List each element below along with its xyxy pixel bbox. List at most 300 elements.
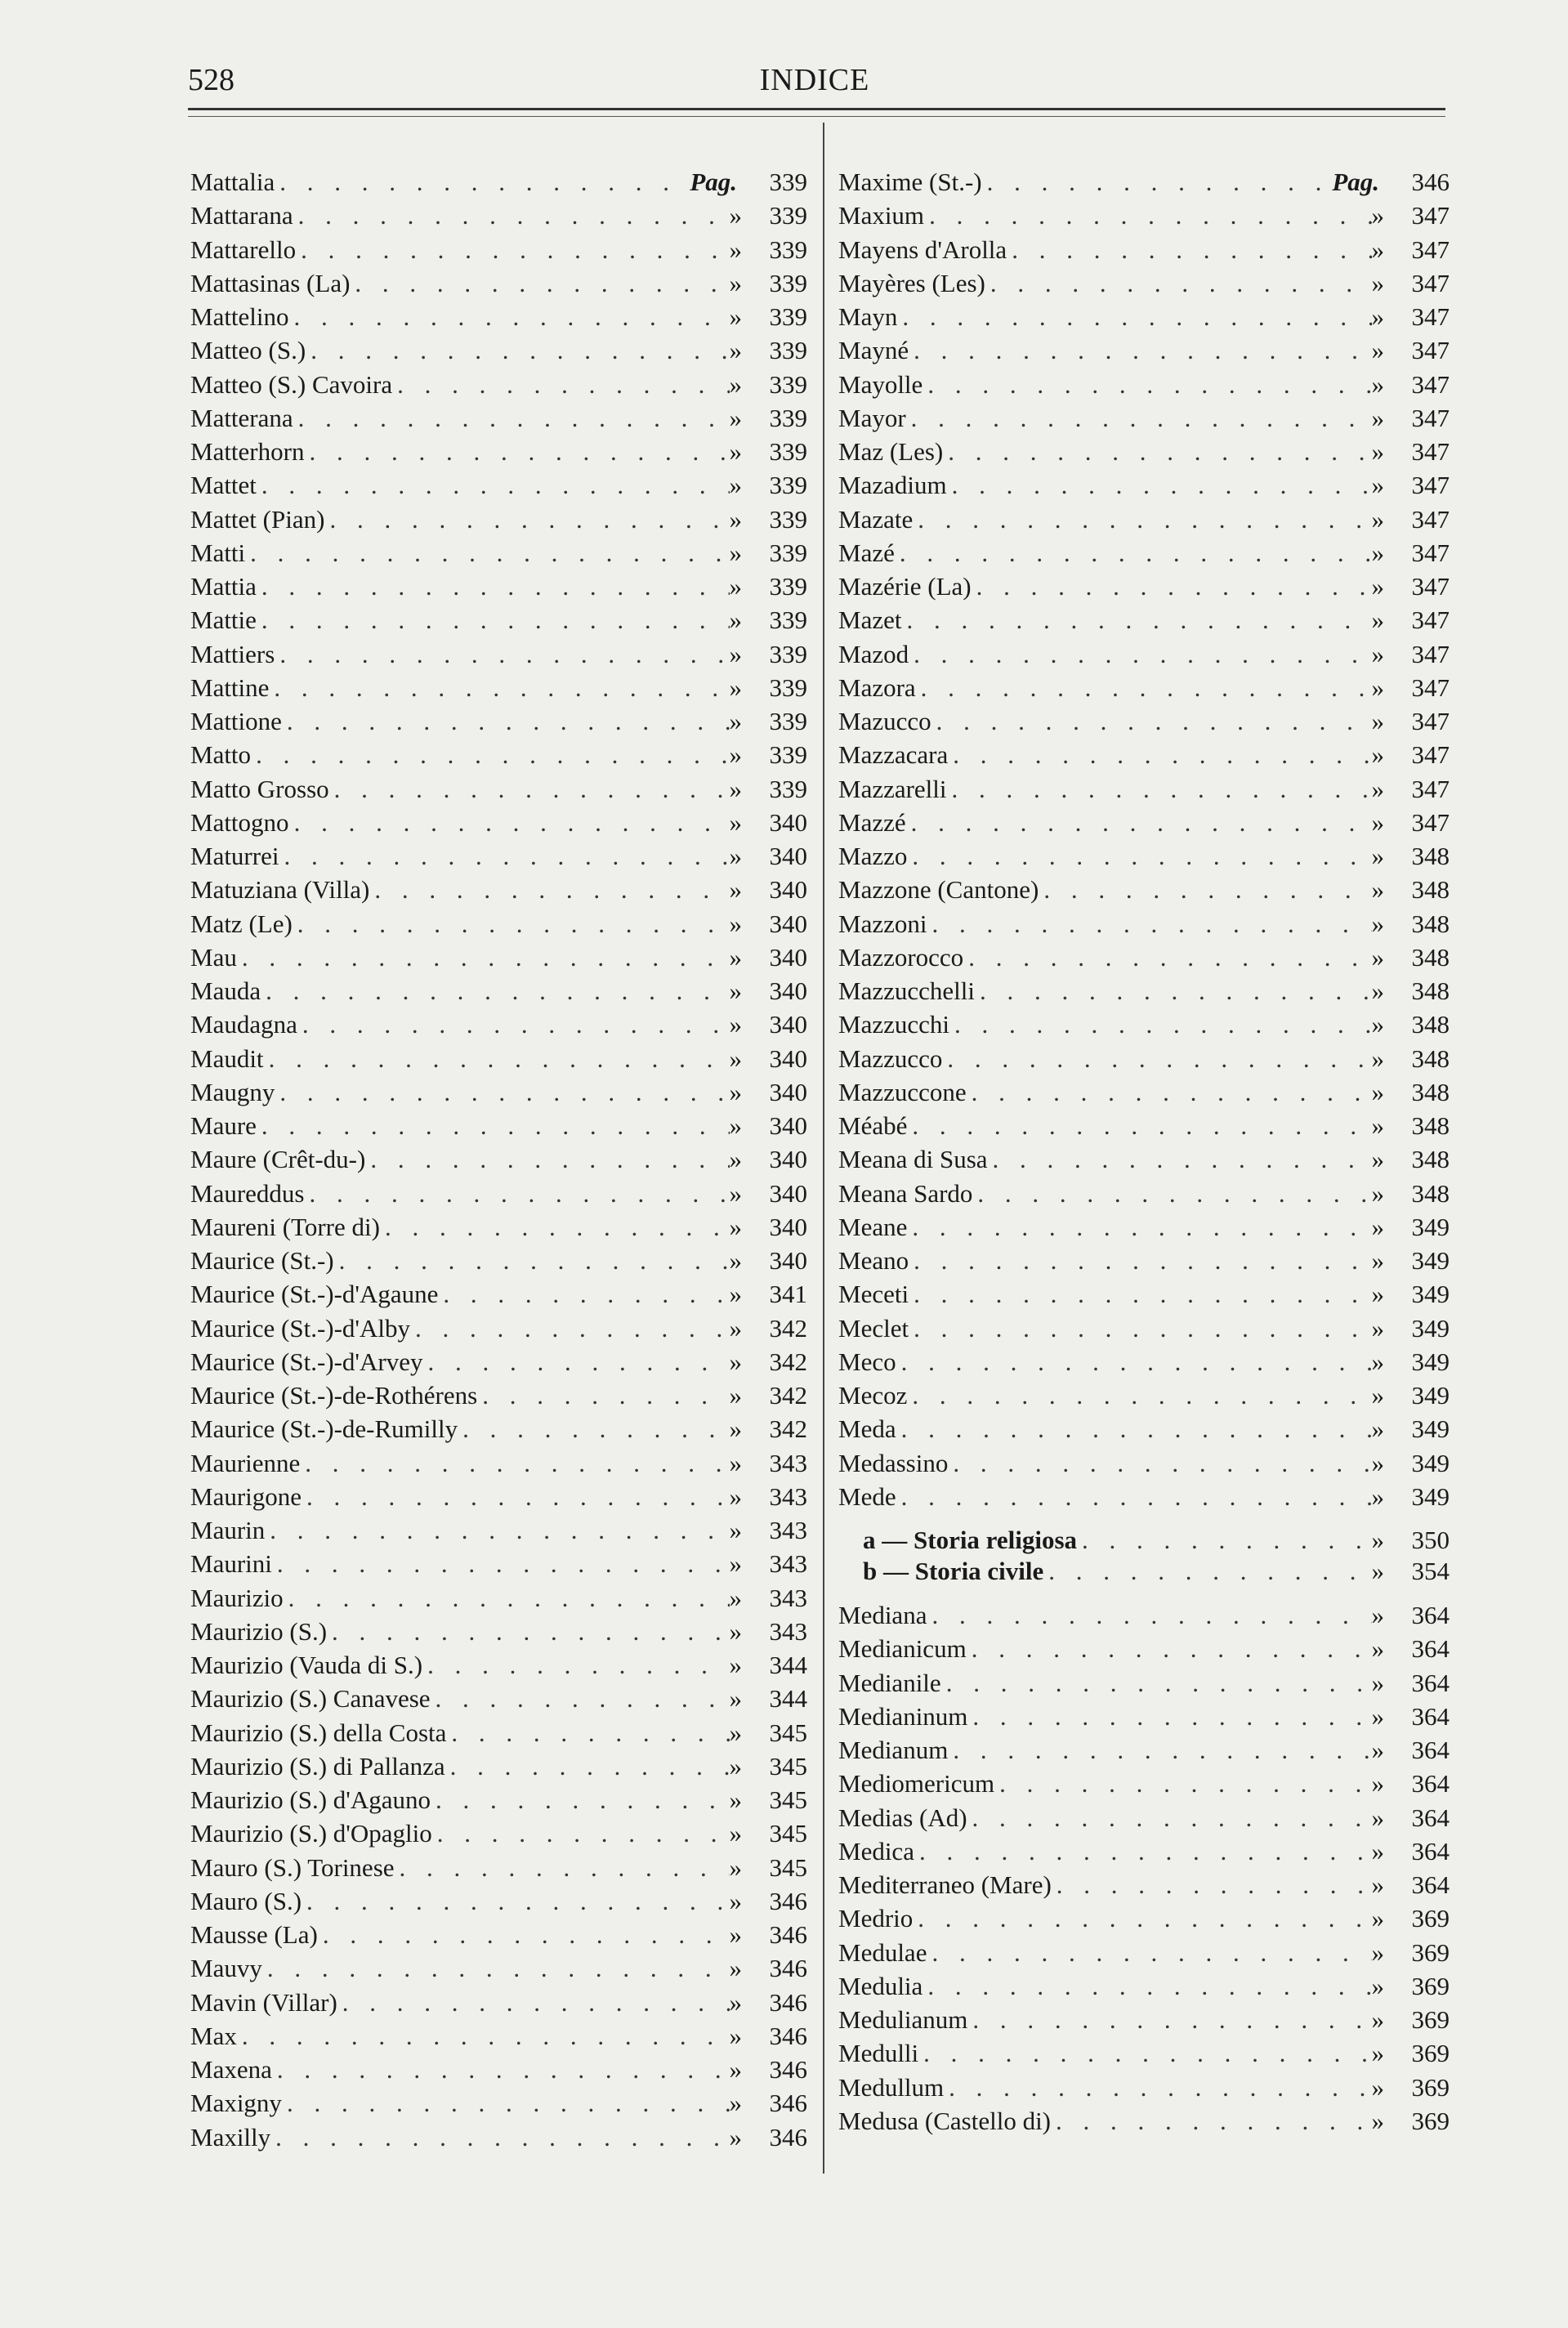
entry-name: Maurizio (Vauda di S.) — [190, 1651, 423, 1679]
dot-leader — [369, 873, 729, 906]
dot-leader — [895, 536, 1372, 570]
index-entry — [838, 941, 1450, 974]
index-entry — [838, 536, 1450, 570]
entry-name: Medulae — [838, 1937, 927, 1967]
dot-leader — [975, 974, 1372, 1008]
ditto-mark: » — [729, 1347, 742, 1376]
dot-leader — [380, 1210, 730, 1244]
index-entry — [190, 1648, 807, 1682]
entry-page: 364 — [1411, 1836, 1450, 1866]
entry-name: Maurigone — [190, 1481, 302, 1511]
index-entry — [190, 1615, 807, 1648]
ditto-mark: » — [729, 1246, 742, 1275]
entry-page: 347 — [1411, 471, 1450, 500]
ditto-mark: » — [1371, 1381, 1384, 1410]
ditto-mark: » — [729, 1785, 742, 1814]
entry-page: 339 — [769, 605, 807, 635]
ditto-mark: » — [729, 369, 742, 399]
index-entry — [190, 1311, 807, 1345]
entry-name: Mattie — [190, 605, 257, 635]
entry-name: Méabé — [838, 1111, 908, 1140]
entry-name: Medias (Ad) — [838, 1803, 967, 1832]
entry-name: Meceti — [838, 1280, 909, 1309]
dot-leader — [275, 165, 690, 199]
ditto-mark: » — [729, 774, 742, 803]
entry-page: 347 — [1411, 403, 1450, 432]
ditto-mark: » — [1371, 842, 1384, 870]
entry-page: 347 — [1411, 807, 1450, 837]
entry-page: 340 — [769, 1111, 807, 1140]
entry-page: 340 — [769, 909, 807, 938]
entry-name: Mattarana — [190, 201, 293, 230]
entry-page: 346 — [769, 2021, 807, 2050]
entry-name: Matterana — [190, 403, 293, 432]
dot-leader — [948, 1733, 1371, 1767]
index-entry — [190, 671, 807, 704]
entry-page: 347 — [1411, 235, 1450, 264]
index-column-right — [838, 165, 1450, 2138]
index-entry — [190, 1277, 807, 1311]
index-entry — [190, 435, 807, 468]
entry-page: 349 — [1411, 1414, 1450, 1444]
entry-page: 339 — [769, 268, 807, 297]
dot-leader — [963, 941, 1371, 974]
index-entry — [838, 300, 1450, 333]
index-entry — [190, 1581, 807, 1615]
entry-name: Matuziana (Villa) — [190, 875, 370, 905]
entry-name: Mattelino — [190, 302, 289, 331]
ditto-mark: » — [1371, 504, 1384, 534]
entry-page: 348 — [1411, 942, 1450, 972]
entry-page: 339 — [769, 740, 807, 770]
dot-leader — [901, 603, 1371, 637]
entry-page: 347 — [1411, 268, 1450, 297]
dot-leader — [941, 1666, 1372, 1700]
entry-name: Maurini — [190, 1549, 272, 1579]
entry-page: 339 — [769, 471, 807, 500]
index-entry — [838, 974, 1450, 1008]
dot-leader — [982, 165, 1333, 199]
index-entry — [190, 1109, 807, 1142]
ditto-mark: » — [1371, 336, 1384, 365]
entry-name: Mattalia — [190, 168, 275, 196]
running-title: INDICE — [759, 63, 870, 97]
ditto-mark: » — [729, 1313, 742, 1343]
entry-page: 346 — [769, 1954, 807, 1983]
index-entry — [190, 1547, 807, 1580]
dot-leader — [924, 199, 1371, 232]
entry-name: Maxigny — [190, 2089, 282, 2118]
dot-leader — [302, 1884, 729, 1918]
index-entry — [190, 2053, 807, 2086]
ditto-mark: » — [1371, 302, 1384, 331]
index-entry — [190, 704, 807, 738]
dot-leader — [270, 2120, 729, 2154]
entry-name: Mauro (S.) Torinese — [190, 1852, 395, 1882]
entry-name: Mazé — [838, 538, 895, 567]
entry-name: Matterhorn — [190, 437, 305, 466]
index-entry — [190, 199, 807, 232]
index-entry — [190, 1008, 807, 1041]
ditto-mark: » — [729, 1448, 742, 1477]
ditto-mark: » — [729, 909, 742, 938]
entry-page: 339 — [769, 403, 807, 432]
ditto-mark: » — [1371, 2005, 1384, 2034]
ditto-mark: » — [1371, 437, 1384, 466]
dot-leader — [446, 1716, 729, 1749]
entry-name: Mazzucchi — [838, 1010, 949, 1039]
entry-page: 348 — [1411, 842, 1450, 870]
index-entry — [190, 1142, 807, 1176]
ditto-mark: » — [1371, 471, 1384, 500]
index-entry — [190, 570, 807, 603]
dot-leader — [297, 1008, 730, 1041]
entry-page: 369 — [1411, 2106, 1450, 2135]
dot-leader — [907, 1210, 1371, 1244]
entry-name: Medusa (Castello di) — [838, 2106, 1052, 2135]
index-entry — [838, 503, 1450, 536]
index-entry — [190, 637, 807, 671]
index-entry — [838, 2104, 1450, 2138]
index-entry — [838, 1345, 1450, 1378]
entry-name: Mauro (S.) — [190, 1886, 302, 1915]
ditto-mark: » — [1371, 1347, 1384, 1376]
entry-name: Maxena — [190, 2055, 272, 2084]
entry-name: Mazzucchelli — [838, 976, 975, 1005]
entry-name: Maureni (Torre di) — [190, 1212, 380, 1241]
ditto-mark: » — [1371, 1557, 1384, 1585]
entry-name: Mavin (Villar) — [190, 1987, 337, 2017]
entry-page: 347 — [1411, 504, 1450, 534]
entry-name: Maudagna — [190, 1010, 297, 1039]
column-divider — [823, 123, 824, 2174]
ditto-mark: » — [1371, 1769, 1384, 1799]
entry-name: Medulia — [838, 1971, 923, 2000]
ditto-mark: » — [729, 1583, 742, 1612]
entry-page: 349 — [1411, 1280, 1450, 1309]
entry-name: Mazzacara — [838, 740, 949, 770]
dot-leader — [909, 1244, 1371, 1277]
index-entry — [190, 1480, 807, 1513]
index-entry — [190, 1951, 807, 1985]
entry-name: b — Storia civile — [863, 1557, 1044, 1585]
dot-leader — [944, 2071, 1371, 2104]
entry-page: 348 — [1411, 1178, 1450, 1208]
entry-page: 364 — [1411, 1601, 1450, 1629]
index-entry — [190, 1986, 807, 2019]
index-entry — [190, 266, 807, 300]
entry-page: 340 — [769, 1145, 807, 1174]
entry-page: 340 — [769, 842, 807, 870]
index-column-left — [190, 165, 807, 2154]
dot-leader — [948, 1446, 1371, 1480]
entry-name: Meda — [838, 1414, 896, 1444]
entry-page: 340 — [769, 807, 807, 837]
ditto-mark: » — [1371, 1111, 1384, 1140]
index-entry — [190, 1446, 807, 1480]
index-entry — [838, 839, 1450, 873]
dot-leader — [1051, 2104, 1371, 2138]
index-entry — [190, 1851, 807, 1884]
index-entry — [190, 1345, 807, 1378]
entry-page: 345 — [769, 1819, 807, 1848]
index-entry — [838, 1480, 1450, 1513]
entry-name: Maurizio (S.) di Pallanza — [190, 1751, 445, 1781]
dot-leader — [275, 1075, 729, 1109]
dot-leader — [943, 435, 1371, 468]
entry-name: Mattine — [190, 672, 270, 702]
entry-name: Mattet (Pian) — [190, 504, 325, 534]
index-entry — [838, 199, 1450, 232]
index-entry — [838, 401, 1450, 435]
index-entry — [838, 772, 1450, 806]
entry-name: Mediomericum — [838, 1769, 995, 1799]
entry-name: Mayolle — [838, 369, 923, 399]
ditto-mark: » — [729, 1987, 742, 2017]
entry-name: Mazérie (La) — [838, 572, 972, 601]
entry-page: 343 — [769, 1583, 807, 1612]
ditto-mark: » — [729, 639, 742, 668]
entry-name: Meco — [838, 1347, 896, 1376]
header-rule — [188, 108, 1445, 110]
entry-page: 344 — [769, 1651, 807, 1679]
dot-leader — [265, 1513, 729, 1547]
ditto-mark: » — [729, 1651, 742, 1679]
index-entry — [190, 468, 807, 502]
dot-leader — [949, 1008, 1372, 1041]
index-entry — [838, 1008, 1450, 1041]
entry-name: Meano — [838, 1246, 909, 1275]
entry-name: Mattasinas (La) — [190, 268, 351, 297]
entry-name: Maurice (St.-)-d'Agaune — [190, 1280, 439, 1309]
entry-page: 340 — [769, 875, 807, 905]
dot-leader — [257, 570, 730, 603]
entry-name: Maure — [190, 1111, 257, 1140]
entry-page: 369 — [1411, 2039, 1450, 2068]
entry-name: Mazucco — [838, 707, 931, 735]
index-entry — [838, 233, 1450, 266]
index-entry — [190, 1918, 807, 1951]
ditto-mark: » — [1371, 1077, 1384, 1106]
entry-page: 369 — [1411, 2072, 1450, 2102]
index-entry — [190, 368, 807, 401]
index-entry — [838, 738, 1450, 771]
dot-leader — [967, 2003, 1371, 2036]
dot-leader — [947, 468, 1372, 502]
entry-name: Maurizio (S.) Canavese — [190, 1684, 431, 1714]
index-entry — [838, 1969, 1450, 2003]
dot-leader — [967, 1801, 1372, 1834]
entry-page: 364 — [1411, 1668, 1450, 1697]
dot-leader — [245, 536, 729, 570]
index-entry — [190, 1682, 807, 1715]
index-entry — [190, 536, 807, 570]
index-entry — [838, 704, 1450, 738]
index-entry — [838, 671, 1450, 704]
entry-name: Mazzarelli — [838, 774, 947, 803]
entry-page: 339 — [769, 707, 807, 735]
entry-name: Maurice (St.-)-d'Alby — [190, 1313, 411, 1343]
entry-page: 344 — [769, 1684, 807, 1714]
ditto-mark: » — [729, 605, 742, 635]
index-entry — [838, 1446, 1450, 1480]
ditto-mark: » — [1371, 1601, 1384, 1629]
ditto-mark: » — [1371, 572, 1384, 601]
ditto-mark: » — [1371, 1937, 1384, 1967]
entry-page: 340 — [769, 1246, 807, 1275]
index-entry — [190, 300, 807, 333]
entry-name: Mazod — [838, 639, 909, 668]
dot-leader — [334, 1244, 730, 1277]
index-entry — [838, 907, 1450, 941]
ditto-mark: » — [729, 740, 742, 770]
index-entry — [190, 333, 807, 367]
entry-name: Mazet — [838, 605, 902, 635]
index-group-bottom — [838, 1598, 1450, 2138]
entry-page: 369 — [1411, 2005, 1450, 2034]
entry-name: Mazzé — [838, 807, 906, 837]
dot-leader — [897, 300, 1371, 333]
index-entry — [838, 333, 1450, 367]
header-rule-thin — [188, 116, 1445, 117]
entry-page: 349 — [1411, 1347, 1450, 1376]
entry-name: Maugny — [190, 1077, 275, 1106]
entry-page: 346 — [769, 2122, 807, 2152]
ditto-mark: » — [1371, 1280, 1384, 1309]
index-entry — [838, 1075, 1450, 1109]
entry-name: Mattarello — [190, 235, 297, 264]
dot-leader — [972, 570, 1372, 603]
index-group-top — [838, 165, 1450, 1513]
ditto-mark: » — [729, 201, 742, 230]
index-entry — [838, 1311, 1450, 1345]
entry-page: 345 — [769, 1785, 807, 1814]
dot-leader — [251, 738, 729, 771]
index-entry — [838, 368, 1450, 401]
ditto-mark: » — [729, 2122, 742, 2152]
index-subentry — [838, 1523, 1450, 1554]
ditto-mark: » — [729, 2089, 742, 2118]
entry-page: 347 — [1411, 336, 1450, 365]
index-entry — [838, 637, 1450, 671]
dot-leader — [922, 1969, 1371, 2003]
ditto-mark: » — [1371, 1836, 1384, 1866]
ditto-mark: » — [1371, 1701, 1384, 1731]
ditto-mark: » — [1371, 942, 1384, 972]
dot-leader — [293, 907, 730, 941]
dot-leader — [927, 1598, 1371, 1632]
entry-page: 364 — [1411, 1769, 1450, 1799]
entry-name: Mayor — [838, 403, 906, 432]
ditto-mark: » — [1371, 1212, 1384, 1241]
ditto-mark: » — [729, 403, 742, 432]
entry-page: 341 — [769, 1280, 807, 1309]
dot-leader — [913, 1901, 1371, 1935]
ditto-mark: » — [1371, 1414, 1384, 1444]
dot-leader — [907, 1378, 1371, 1412]
dot-leader — [257, 603, 730, 637]
entry-name: Maurice (St.-)-d'Arvey — [190, 1347, 423, 1376]
entry-name: Mazzoni — [838, 909, 927, 938]
ditto-mark: » — [729, 1010, 742, 1039]
index-entry — [838, 1177, 1450, 1210]
entry-page: 343 — [769, 1481, 807, 1511]
pag-label: Pag. — [690, 168, 737, 196]
entry-name: Medulianum — [838, 2005, 968, 2034]
ditto-mark: » — [1371, 2106, 1384, 2135]
entry-page: 354 — [1411, 1557, 1450, 1585]
index-entry — [190, 165, 807, 199]
ditto-mark: » — [1371, 235, 1384, 264]
entry-name: Medianum — [838, 1736, 949, 1764]
dot-leader — [293, 401, 730, 435]
dot-leader — [293, 199, 730, 232]
index-entry — [838, 1834, 1450, 1868]
index-entry — [838, 603, 1450, 637]
dot-leader — [275, 637, 729, 671]
dot-leader — [445, 1749, 730, 1783]
dot-leader — [458, 1412, 729, 1446]
ditto-mark: » — [729, 1516, 742, 1544]
entry-page: 347 — [1411, 538, 1450, 567]
entry-page: 349 — [1411, 1381, 1450, 1410]
ditto-mark: » — [1371, 740, 1384, 770]
ditto-mark: » — [729, 1077, 742, 1106]
ditto-mark: » — [1371, 1803, 1384, 1832]
dot-leader — [395, 1851, 730, 1884]
dot-leader — [318, 1918, 730, 1951]
entry-page: 364 — [1411, 1736, 1450, 1764]
entry-name: Mauvy — [190, 1954, 262, 1983]
entry-name: Maz (Les) — [838, 437, 944, 466]
ditto-mark: » — [729, 976, 742, 1005]
dot-leader — [350, 266, 729, 300]
entry-name: Medulli — [838, 2039, 919, 2068]
entry-page: 348 — [1411, 1010, 1450, 1039]
ditto-mark: » — [729, 707, 742, 735]
dot-leader — [994, 1767, 1371, 1800]
entry-page: 340 — [769, 976, 807, 1005]
entry-page: 349 — [1411, 1212, 1450, 1241]
dot-leader — [896, 1345, 1372, 1378]
ditto-mark: » — [1371, 976, 1384, 1005]
dot-leader — [438, 1277, 729, 1311]
entry-page: 347 — [1411, 707, 1450, 735]
entry-name: Matto Grosso — [190, 774, 329, 803]
dot-leader — [262, 1951, 730, 1985]
entry-name: Medullum — [838, 2072, 945, 2102]
entry-name: Medianicum — [838, 1634, 967, 1664]
ditto-mark: » — [729, 1819, 742, 1848]
entry-name: Maxime (St.-) — [838, 168, 982, 196]
index-entry — [190, 1513, 807, 1547]
ditto-mark: » — [729, 1145, 742, 1174]
index-entry — [838, 1142, 1450, 1176]
index-entry — [838, 1666, 1450, 1700]
ditto-mark: » — [1371, 2072, 1384, 2102]
ditto-mark: » — [729, 2055, 742, 2084]
ditto-mark: » — [729, 842, 742, 870]
entry-page: 347 — [1411, 201, 1450, 230]
entry-name: Mazzo — [838, 842, 908, 870]
index-entry — [838, 165, 1450, 199]
entry-name: Mazora — [838, 672, 916, 702]
index-entry — [838, 1936, 1450, 1969]
index-entry — [838, 1412, 1450, 1446]
entry-name: Matto — [190, 740, 252, 770]
entry-page: 347 — [1411, 437, 1450, 466]
entry-page: 348 — [1411, 909, 1450, 938]
